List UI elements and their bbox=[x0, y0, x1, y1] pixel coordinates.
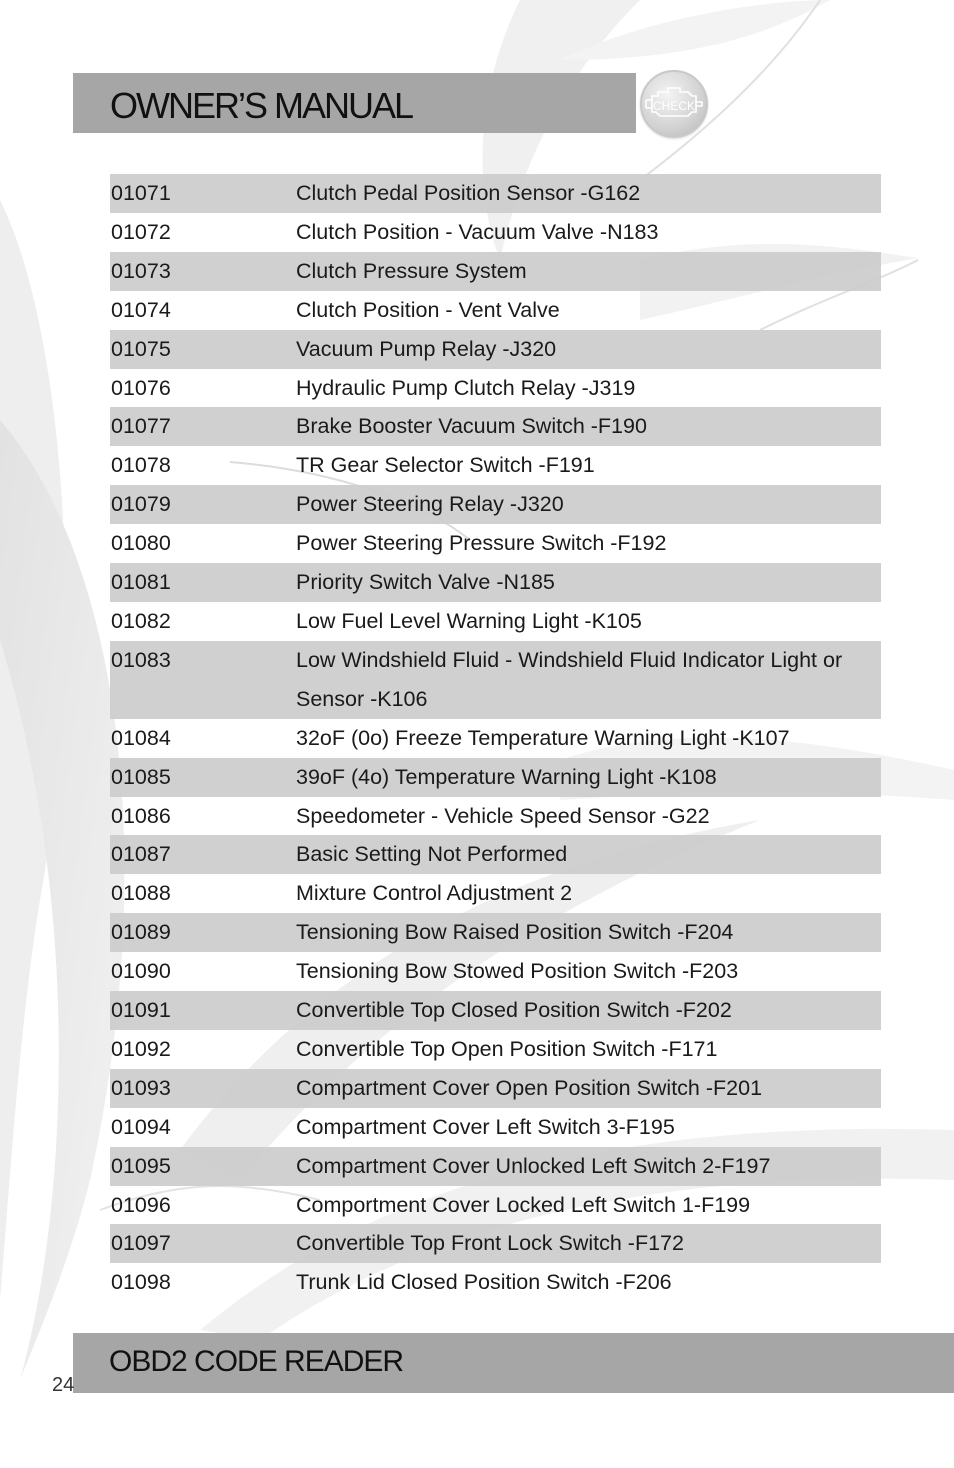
table-row bbox=[110, 252, 881, 291]
table-row bbox=[110, 1069, 881, 1108]
table-row bbox=[110, 991, 881, 1030]
fault-code-table bbox=[110, 174, 881, 1302]
fault-description: Priority Switch Valve -N185 bbox=[296, 570, 555, 595]
fault-description: Compartment Cover Open Position Switch -F201 bbox=[296, 1075, 763, 1100]
fault-code: 01084 bbox=[111, 725, 171, 750]
fault-description: Convertible Top Closed Position Switch -F202 bbox=[296, 998, 732, 1023]
fault-code: 01074 bbox=[111, 297, 171, 322]
table-row bbox=[110, 291, 881, 330]
table-row bbox=[110, 874, 881, 913]
fault-description: 39oF (4o) Temperature Warning Light -K108 bbox=[296, 764, 717, 789]
table-row bbox=[110, 1108, 881, 1147]
fault-description: Mixture Control Adjustment 2 bbox=[296, 881, 573, 906]
fault-code: 01076 bbox=[111, 375, 171, 400]
table-row bbox=[110, 758, 881, 797]
fault-description: TR Gear Selector Switch -F191 bbox=[296, 453, 595, 478]
fault-code: 01095 bbox=[111, 1153, 171, 1178]
table-row bbox=[110, 1263, 881, 1302]
fault-code: 01073 bbox=[111, 258, 171, 283]
table-row bbox=[110, 563, 881, 602]
fault-description: Power Steering Relay -J320 bbox=[296, 492, 564, 517]
fault-code: 01088 bbox=[111, 881, 171, 906]
fault-code: 01079 bbox=[111, 492, 171, 517]
fault-description: Comportment Cover Locked Left Switch 1-F199 bbox=[296, 1192, 751, 1217]
fault-code: 01094 bbox=[111, 1114, 171, 1139]
table-row bbox=[110, 524, 881, 563]
fault-code: 01096 bbox=[111, 1192, 171, 1217]
fault-code: 01078 bbox=[111, 453, 171, 478]
fault-code: 01098 bbox=[111, 1270, 171, 1295]
table-row bbox=[110, 835, 881, 874]
fault-code: 01092 bbox=[111, 1036, 171, 1061]
table-row bbox=[110, 485, 881, 524]
table-row bbox=[110, 174, 881, 213]
table-row bbox=[110, 1186, 881, 1225]
fault-description: Clutch Position - Vacuum Valve -N183 bbox=[296, 219, 659, 244]
fault-description: Low Windshield Fluid - Windshield Fluid Indicator Light or Sensor -K106 bbox=[296, 647, 849, 711]
table-row bbox=[110, 369, 881, 408]
table-row bbox=[110, 641, 881, 719]
fault-code: 01072 bbox=[111, 219, 171, 244]
footer-bar bbox=[73, 1333, 954, 1393]
table-row bbox=[110, 952, 881, 991]
table-row bbox=[110, 1147, 881, 1186]
fault-description: Convertible Top Front Lock Switch -F172 bbox=[296, 1231, 684, 1256]
fault-description: Speedometer - Vehicle Speed Sensor -G22 bbox=[296, 803, 710, 828]
fault-description: Power Steering Pressure Switch -F192 bbox=[296, 531, 667, 556]
fault-description: 32oF (0o) Freeze Temperature Warning Light -K107 bbox=[296, 725, 790, 750]
fault-description: Tensioning Bow Raised Position Switch -F204 bbox=[296, 920, 734, 945]
fault-description: Low Fuel Level Warning Light -K105 bbox=[296, 608, 642, 633]
fault-description: Clutch Pedal Position Sensor -G162 bbox=[296, 181, 641, 205]
fault-description: Compartment Cover Left Switch 3-F195 bbox=[296, 1114, 675, 1139]
table-row bbox=[110, 446, 881, 485]
table-row bbox=[110, 213, 881, 252]
fault-code: 01093 bbox=[111, 1075, 171, 1100]
fault-code: 01077 bbox=[111, 414, 171, 439]
fault-description: Clutch Pressure System bbox=[296, 258, 527, 283]
page-number: 24 bbox=[52, 1374, 75, 1396]
table-row bbox=[110, 330, 881, 369]
fault-description: Trunk Lid Closed Position Switch -F206 bbox=[296, 1270, 672, 1295]
table-row bbox=[110, 407, 881, 446]
table-row bbox=[110, 913, 881, 952]
fault-description: Convertible Top Open Position Switch -F171 bbox=[296, 1036, 718, 1061]
fault-description: Tensioning Bow Stowed Position Switch -F203 bbox=[296, 959, 739, 984]
fault-description: Compartment Cover Unlocked Left Switch 2-F197 bbox=[296, 1153, 771, 1178]
fault-description: Hydraulic Pump Clutch Relay -J319 bbox=[296, 375, 636, 400]
fault-code: 01071 bbox=[111, 181, 171, 205]
fault-code: 01085 bbox=[111, 764, 171, 789]
header-bar bbox=[73, 73, 636, 133]
fault-code: 01080 bbox=[111, 531, 171, 556]
fault-code: 01082 bbox=[111, 608, 171, 633]
check-label: CHECK bbox=[652, 99, 695, 113]
fault-code: 01081 bbox=[111, 570, 171, 595]
fault-description: Vacuum Pump Relay -J320 bbox=[296, 336, 557, 361]
table-row bbox=[110, 797, 881, 836]
fault-code: 01087 bbox=[111, 842, 171, 867]
table-row bbox=[110, 602, 881, 641]
fault-description: Clutch Position - Vent Valve bbox=[296, 297, 560, 322]
page-title: OWNER’S MANUAL bbox=[110, 85, 413, 126]
fault-code: 01089 bbox=[111, 920, 171, 945]
fault-code: 01075 bbox=[111, 336, 171, 361]
fault-code: 01083 bbox=[111, 647, 171, 672]
fault-code: 01090 bbox=[111, 959, 171, 984]
fault-code: 01086 bbox=[111, 803, 171, 828]
fault-description: Brake Booster Vacuum Switch -F190 bbox=[296, 414, 647, 439]
fault-description: Basic Setting Not Performed bbox=[296, 842, 568, 867]
fault-code: 01091 bbox=[111, 998, 171, 1023]
footer-title: OBD2 CODE READER bbox=[109, 1345, 404, 1378]
table-row bbox=[110, 1224, 881, 1263]
fault-code: 01097 bbox=[111, 1231, 171, 1256]
table-row bbox=[110, 1030, 881, 1069]
table-row bbox=[110, 719, 881, 758]
check-engine-badge bbox=[640, 70, 708, 138]
